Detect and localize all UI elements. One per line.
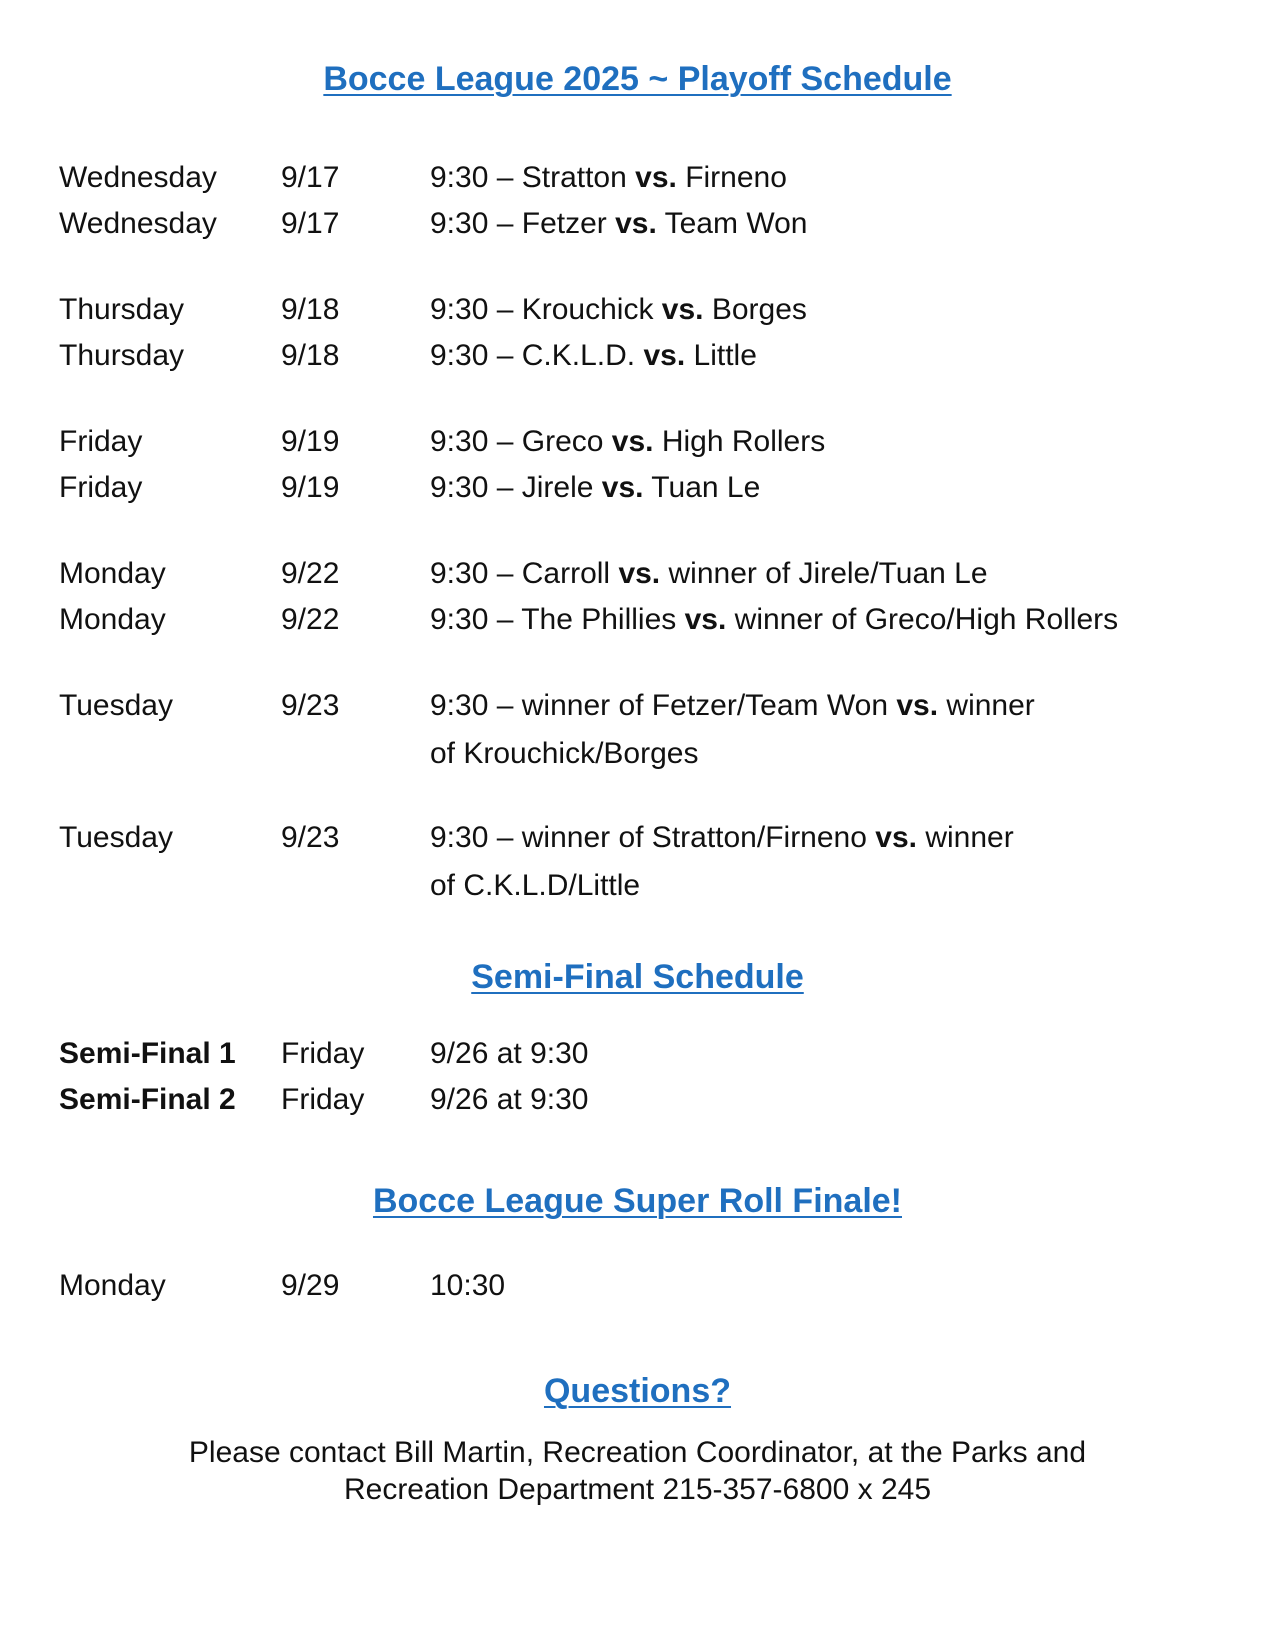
date-label: 9/19 xyxy=(281,471,340,504)
questions-heading: Questions? xyxy=(543,1372,732,1410)
vs-label: vs. xyxy=(601,471,644,504)
semi-final-time: 9/26 at 9:30 xyxy=(430,1083,589,1116)
semi-final-label: Semi-Final 2 xyxy=(59,1083,236,1116)
contact-info xyxy=(0,1434,1275,1508)
semi-final-row xyxy=(0,1030,1275,1078)
day-label: Friday xyxy=(59,471,143,504)
matchup xyxy=(430,550,988,598)
matchup-home: 9:30 – winner of Fetzer/Team Won xyxy=(430,689,897,722)
day-label: Tuesday xyxy=(59,689,173,722)
schedule-row xyxy=(0,550,1275,598)
matchup-away: Tuan Le xyxy=(643,471,761,504)
schedule-row xyxy=(0,200,1275,248)
schedule-row xyxy=(0,332,1275,380)
matchup-home: 9:30 – winner of Stratton/Firneno xyxy=(430,821,876,854)
day-label: Monday xyxy=(59,557,166,590)
matchup xyxy=(430,200,807,248)
finale-time: 10:30 xyxy=(430,1269,506,1302)
matchup xyxy=(430,682,1035,730)
semi-final-row xyxy=(0,1076,1275,1124)
date-label: 9/22 xyxy=(281,557,340,590)
matchup-away: Team Won xyxy=(656,207,808,240)
matchup xyxy=(430,154,787,202)
vs-label: vs. xyxy=(611,425,654,458)
schedule-row xyxy=(0,464,1275,512)
date-label: 9/23 xyxy=(281,689,340,722)
matchup-away: winner of Greco/High Rollers xyxy=(726,603,1119,636)
vs-label: vs. xyxy=(615,207,657,240)
day-label: Wednesday xyxy=(59,161,217,194)
matchup-continuation: of Krouchick/Borges xyxy=(430,737,699,770)
semi-final-heading: Semi-Final Schedule xyxy=(471,958,804,996)
vs-label: vs. xyxy=(875,821,917,854)
matchup-home: 9:30 – Greco xyxy=(430,425,612,458)
schedule-row xyxy=(0,596,1275,644)
matchup-away: Firneno xyxy=(676,161,787,194)
date-label: 9/22 xyxy=(281,603,340,636)
date-label: 9/23 xyxy=(281,821,340,854)
day-label: Friday xyxy=(281,1083,365,1116)
contact-line: Please contact Bill Martin, Recreation Coordinator, at the Parks and xyxy=(188,1436,1087,1469)
matchup-continuation: of C.K.L.D/Little xyxy=(430,869,641,902)
schedule-row xyxy=(0,286,1275,334)
date-label: 9/17 xyxy=(281,207,340,240)
day-label: Wednesday xyxy=(59,207,217,240)
date-label: 9/18 xyxy=(281,339,340,372)
semi-final-time: 9/26 at 9:30 xyxy=(430,1037,589,1070)
date-label: 9/18 xyxy=(281,293,340,326)
finale-heading: Bocce League Super Roll Finale! xyxy=(372,1182,902,1220)
matchup-home: 9:30 – Carroll xyxy=(430,557,619,590)
day-label: Monday xyxy=(59,1269,166,1302)
date-label: 9/29 xyxy=(281,1269,340,1302)
matchup-away: winner xyxy=(916,821,1014,854)
page-title: Bocce League 2025 ~ Playoff Schedule xyxy=(323,60,952,98)
matchup xyxy=(430,596,1118,644)
matchup xyxy=(430,418,825,466)
vs-label: vs. xyxy=(896,689,939,722)
matchup xyxy=(430,464,760,512)
vs-label: vs. xyxy=(684,603,727,636)
vs-label: vs. xyxy=(635,161,677,194)
date-label: 9/17 xyxy=(281,161,340,194)
finale-row xyxy=(0,1262,1275,1310)
schedule-row xyxy=(0,682,1275,770)
vs-label: vs. xyxy=(643,339,686,372)
matchup-home: 9:30 – Fetzer xyxy=(430,207,616,240)
day-label: Monday xyxy=(59,603,166,636)
matchup-away: winner xyxy=(938,689,1035,722)
day-label: Friday xyxy=(281,1037,365,1070)
day-label: Thursday xyxy=(59,293,185,326)
matchup-away: winner of Jirele/Tuan Le xyxy=(660,557,988,590)
vs-label: vs. xyxy=(661,293,704,326)
matchup-home: 9:30 – Stratton xyxy=(430,161,636,194)
semi-final-label: Semi-Final 1 xyxy=(59,1037,236,1070)
schedule-row xyxy=(0,418,1275,466)
schedule-row xyxy=(0,154,1275,202)
vs-label: vs. xyxy=(618,557,661,590)
matchup-away: Borges xyxy=(703,293,807,326)
schedule-row xyxy=(0,814,1275,902)
day-label: Thursday xyxy=(59,339,185,372)
matchup xyxy=(430,332,757,380)
day-label: Tuesday xyxy=(59,821,173,854)
matchup-home: 9:30 – Jirele xyxy=(430,471,602,504)
matchup xyxy=(430,286,807,334)
matchup-home: 9:30 – C.K.L.D. xyxy=(430,339,644,372)
day-label: Friday xyxy=(59,425,143,458)
matchup-home: 9:30 – Krouchick xyxy=(430,293,662,326)
matchup-home: 9:30 – The Phillies xyxy=(430,603,685,636)
matchup xyxy=(430,814,1014,862)
matchup-away: Little xyxy=(685,339,757,372)
contact-line: Recreation Department 215-357-6800 x 245 xyxy=(343,1473,932,1506)
matchup-away: High Rollers xyxy=(653,425,826,458)
date-label: 9/19 xyxy=(281,425,340,458)
